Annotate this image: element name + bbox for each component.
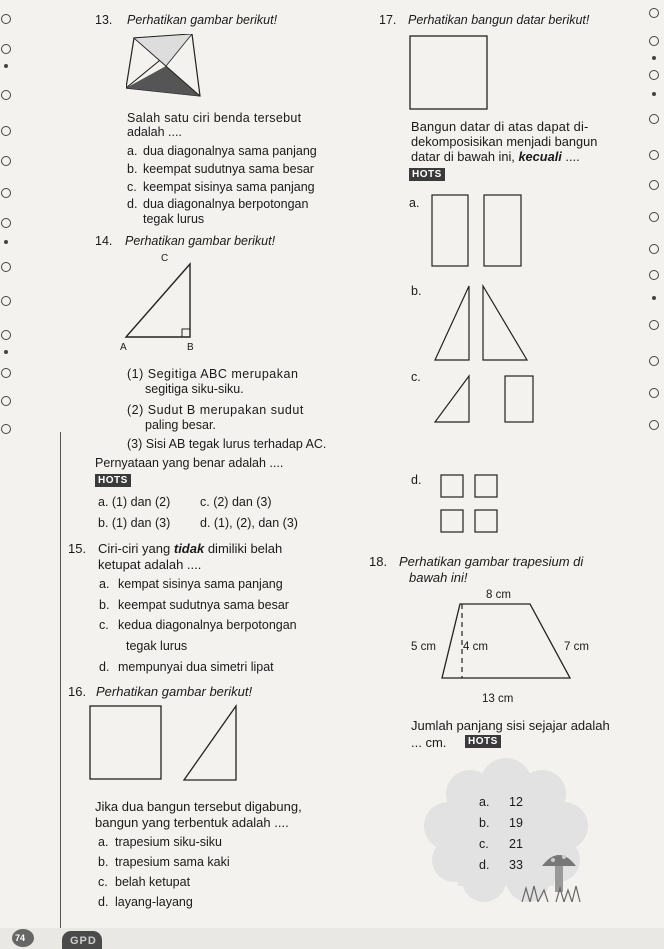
left-binding-rings	[0, 0, 14, 520]
q16-line2: bangun yang terbentuk adalah ....	[95, 815, 289, 830]
q14-prompt: Perhatikan gambar berikut!	[125, 234, 276, 248]
q17-line3	[411, 149, 580, 164]
q16-line1: Jika dua bangun tersebut digabung,	[95, 799, 302, 814]
q13-option-d-text-line2: tegak lurus	[143, 212, 205, 226]
q16-option-c-letter[interactable]: c.	[98, 875, 108, 889]
q16-option-b-letter[interactable]: b.	[98, 855, 109, 869]
q14-label-a: A	[120, 342, 127, 353]
q16-square-figure	[89, 705, 163, 781]
q17-option-d[interactable]: d.	[411, 473, 422, 487]
q17-line3-pre: datar di bawah ini,	[411, 149, 515, 164]
q15-option-b-letter[interactable]: b.	[99, 598, 110, 612]
q14-statement2-line1: (2) Sudut B merupakan sudut	[127, 403, 304, 417]
q15-line1-pre: Ciri-ciri yang	[98, 541, 171, 556]
q13-kite-figure	[126, 34, 202, 98]
q14-option-c[interactable]: c. (2) dan (3)	[200, 495, 272, 509]
q17-option-d-figure	[440, 474, 500, 534]
q14-number: 14.	[95, 234, 113, 248]
q13-option-b-letter[interactable]: b.	[127, 162, 138, 176]
q13-option-b-text[interactable]: keempat sudutnya sama besar	[143, 162, 314, 176]
q17-option-b-figure	[433, 284, 529, 362]
q14-label-b: B	[187, 342, 194, 353]
q13-number: 13.	[95, 13, 113, 27]
q13-option-a-letter[interactable]: a.	[127, 144, 138, 158]
q18-prompt-line2: bawah ini!	[409, 570, 468, 585]
q15-option-c-text-line2: tegak lurus	[126, 639, 188, 653]
q15-option-d-letter[interactable]: d.	[99, 660, 110, 674]
q15-option-c-letter[interactable]: c.	[99, 618, 109, 632]
q16-option-c-text[interactable]: belah ketupat	[115, 875, 191, 889]
q13-prompt: Perhatikan gambar berikut!	[127, 13, 278, 27]
q15-option-a-text[interactable]: kempat sisinya sama panjang	[118, 577, 283, 591]
q14-option-d[interactable]: d. (1), (2), dan (3)	[200, 516, 298, 530]
q14-statement2-line2: paling besar.	[145, 418, 216, 432]
q14-statement3: (3) Sisi AB tegak lurus terhadap AC.	[127, 437, 327, 451]
right-binding-rings	[648, 0, 662, 520]
q18-option-a-letter[interactable]: a.	[479, 795, 490, 809]
q13-stem-line1: Salah satu ciri benda tersebut	[127, 111, 302, 125]
q18-label-left: 5 cm	[411, 641, 436, 653]
q17-square-figure	[409, 35, 489, 111]
q16-option-d-text[interactable]: layang-layang	[115, 895, 193, 909]
q17-option-a[interactable]: a.	[409, 196, 420, 210]
q15-option-c-text[interactable]: kedua diagonalnya berpotongan	[118, 618, 297, 632]
q15-line1-post: dimiliki belah	[207, 541, 283, 556]
q16-triangle-figure	[182, 704, 238, 782]
q15-line2: ketupat adalah ....	[98, 557, 202, 572]
q18-label-height: 4 cm	[463, 641, 488, 653]
q17-line3-emphasis: kecuali	[518, 149, 562, 164]
q18-label-top: 8 cm	[486, 589, 511, 601]
q18-label-bottom: 13 cm	[482, 693, 514, 705]
q18-option-c-text[interactable]: 21	[509, 837, 523, 851]
q18-question-line2: ... cm.	[411, 735, 447, 750]
q18-hots-badge: HOTS	[465, 735, 501, 748]
q15-line1-emphasis: tidak	[173, 541, 205, 556]
q18-prompt-line1: Perhatikan gambar trapesium di	[399, 554, 584, 569]
q17-prompt: Perhatikan bangun datar berikut!	[408, 13, 590, 27]
q17-option-b[interactable]: b.	[411, 284, 422, 298]
left-margin-line	[60, 432, 61, 942]
q17-option-c[interactable]: c.	[411, 370, 421, 384]
q15-number: 15.	[68, 541, 87, 556]
q14-statement1-line2: segitiga siku-siku.	[145, 382, 244, 396]
q18-question-line1: Jumlah panjang sisi sejajar adalah	[411, 718, 610, 733]
q18-option-d-text[interactable]: 33	[509, 858, 523, 872]
q16-prompt: Perhatikan gambar berikut!	[96, 684, 253, 699]
q18-option-a-text[interactable]: 12	[509, 795, 523, 809]
q13-option-a-text[interactable]: dua diagonalnya sama panjang	[143, 144, 317, 158]
q17-number: 17.	[379, 13, 397, 27]
q16-option-a-letter[interactable]: a.	[98, 835, 109, 849]
q13-stem-line2: adalah ....	[127, 125, 182, 139]
q17-line1: Bangun datar di atas dapat di-	[411, 119, 589, 134]
q17-line2: dekomposisikan menjadi bangun	[411, 134, 598, 149]
q14-right-triangle	[123, 262, 195, 340]
q13-option-c-text[interactable]: keempat sisinya sama panjang	[143, 180, 315, 194]
q17-option-a-figure	[431, 194, 523, 268]
q15-option-d-text[interactable]: mempunyai dua simetri lipat	[118, 660, 274, 674]
q18-option-d-letter[interactable]: d.	[479, 858, 490, 872]
q15-option-b-text[interactable]: keempat sudutnya sama besar	[118, 598, 289, 612]
q16-option-a-text[interactable]: trapesium siku-siku	[115, 835, 222, 849]
q17-option-c-figure	[433, 374, 535, 424]
q13-option-d-letter[interactable]: d.	[127, 197, 138, 211]
page-number: 74	[15, 933, 26, 943]
q14-label-c: C	[161, 253, 169, 264]
q17-hots-badge: HOTS	[409, 168, 445, 181]
q18-option-c-letter[interactable]: c.	[479, 837, 489, 851]
q15-line1	[98, 541, 282, 556]
q18-label-right: 7 cm	[564, 641, 589, 653]
q18-number: 18.	[369, 554, 388, 569]
footer-badge: GPD	[70, 935, 97, 947]
q14-option-a[interactable]: a. (1) dan (2)	[98, 495, 171, 509]
grass-icon	[520, 884, 584, 902]
q13-option-d-text[interactable]: dua diagonalnya berpotongan	[143, 197, 309, 211]
q14-statement1-line1: (1) Segitiga ABC merupakan	[127, 367, 299, 381]
q14-hots-badge: HOTS	[95, 474, 131, 487]
q18-trapezoid-figure	[440, 600, 572, 682]
q13-option-c-letter[interactable]: c.	[127, 180, 137, 194]
q18-option-b-letter[interactable]: b.	[479, 816, 490, 830]
q15-option-a-letter[interactable]: a.	[99, 577, 110, 591]
q18-option-b-text[interactable]: 19	[509, 816, 523, 830]
q14-question: Pernyataan yang benar adalah ....	[95, 456, 284, 470]
q16-option-d-letter[interactable]: d.	[98, 895, 109, 909]
q16-number: 16.	[68, 684, 87, 699]
q17-line3-post: ....	[565, 149, 580, 164]
q14-option-b[interactable]: b. (1) dan (3)	[98, 516, 171, 530]
q16-option-b-text[interactable]: trapesium sama kaki	[115, 855, 230, 869]
